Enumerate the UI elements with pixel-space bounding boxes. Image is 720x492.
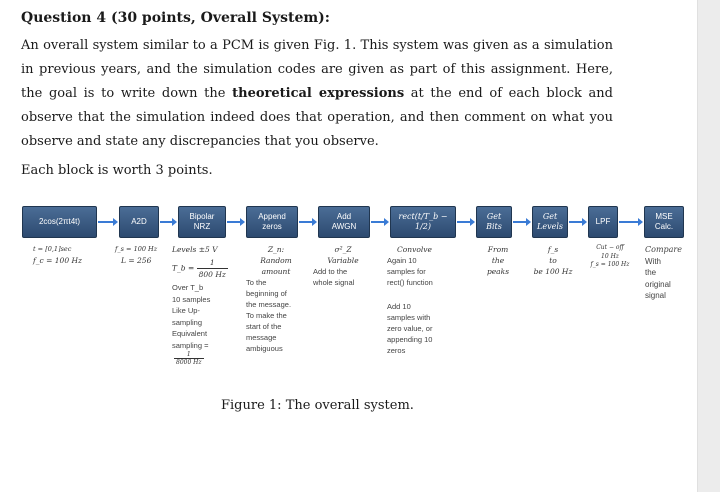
block-label: MSE [655,212,673,221]
sampling-fraction [174,351,228,366]
note-get-levels [530,244,576,277]
block-cosine-source [22,206,97,238]
note-line: Random [260,256,292,265]
block-label: Levels [537,222,563,231]
note-line: Again 10 [387,256,417,265]
block-label: rect(t/T_b − 1/2) [398,212,448,231]
note-line: to [549,256,557,265]
block-label: zeros [262,222,282,231]
note-line: Variable [327,256,359,265]
bit-period-formula [172,257,228,280]
block-label: Bipolar [189,212,215,221]
note-line: Add 10 [387,302,411,311]
note-oversampling [172,282,228,351]
scrollbar[interactable] [697,0,720,492]
fraction [197,257,228,280]
block-label: A2D [131,217,147,226]
note-line: amount [261,267,291,276]
note-line: 10 Hz [601,252,619,260]
block-label: Calc. [654,222,674,231]
block-lpf [588,206,618,238]
note-append-zeros [246,244,306,354]
numerator: 1 [197,257,228,269]
note-line: be 100 Hz [533,267,573,276]
paragraph-text-1: An overall system similar to a PCM is given Fig. 1. This system was given as a simulation in previous years, and the simulation codes are given as part of this assignment. Here, the goal is to write down the [21,38,613,101]
question-title: Question 4 (30 points, Overall System): [21,10,330,26]
arrow-icon [227,221,241,223]
block-label: 2cos(2πt4t) [38,217,81,226]
note-awgn [313,244,373,288]
block-label: LPF [595,217,611,226]
note-line: sampling [172,317,203,327]
note-line: the [491,256,505,265]
note-line: f_s = 100 Hz [115,245,158,253]
note-line: the [645,268,657,277]
block-label: AWGN [331,222,357,231]
note-spacer [387,288,457,301]
arrow-icon [457,221,471,223]
note-line: Levels ±5 V [172,245,218,254]
block-get-levels [532,206,568,238]
block-rect-filter [390,206,456,238]
note-line: t = [0,1]sec [33,245,72,253]
note-source [33,244,82,266]
block-label: Get [486,212,502,221]
note-line: Z_n: [267,245,285,254]
note-line: Add to the [313,267,348,276]
block-get-bits [476,206,512,238]
block-label: NRZ [193,222,211,231]
block-append-zeros [246,206,298,238]
block-mse-calc [644,206,684,238]
note-line: From [487,245,509,254]
note-line: appending 10 [387,335,433,344]
note-line: To make the [246,311,287,320]
note-line: Like Up- [172,306,200,315]
note-line: samples with [387,313,431,322]
note-line: original [645,279,671,289]
block-label: Bits [486,222,502,231]
note-nrz [172,244,228,366]
figure-caption: Figure 1: The overall system. [221,398,414,413]
note-line: beginning of [246,289,287,298]
note-line: Cut − off [596,244,624,251]
note-line: ambiguous [246,344,283,353]
paragraph-text-2: at the end of each block and observe that the simulation indeed does that operation, and then comment on what you observe and state any discrepancies that you observe. [21,86,613,149]
question-paragraph [21,34,613,154]
note-line: peaks [486,267,510,276]
note-line: zero value, or [387,324,433,333]
note-line: sampling = [172,340,209,350]
note-line: samples for [387,267,426,276]
note-rect [387,244,457,356]
paragraph-bold-text: theoretical expressions [232,86,405,101]
block-label: Append [258,212,286,221]
note-a2d [115,244,157,266]
note-line: Over T_b [172,283,204,292]
note-line: L = 256 [121,256,152,265]
formula-lhs: T_b = [172,263,195,273]
note-line: rect() function [387,278,433,287]
arrow-icon [569,221,583,223]
note-line: 10 samples [172,294,211,304]
note-line: message [246,333,277,342]
arrow-icon [299,221,313,223]
note-line: start of the [246,322,282,331]
note-zeros-desc [246,277,306,354]
note-rect-desc [387,255,457,356]
arrow-icon [371,221,385,223]
note-line: σ²_Z [334,245,352,254]
arrow-icon [619,221,639,223]
note-get-bits [478,244,518,277]
note-line: Equivalent [172,329,208,338]
note-line: Compare [645,245,682,254]
note-lpf [584,244,636,270]
block-add-awgn [318,206,370,238]
arrow-icon [513,221,527,223]
note-line: Convolve [397,245,432,254]
note-line: zeros [387,346,406,355]
note-line: f_c = 100 Hz [33,256,82,265]
block-bipolar-nrz [178,206,226,238]
block-label: Add [336,212,352,221]
numerator: 1 [174,351,204,359]
block-a2d [119,206,159,238]
note-line: f_s = 100 Hz [590,261,630,268]
note-mse [645,244,693,302]
note-line: With [645,256,661,266]
note-line: f_s [547,245,559,254]
denominator: 8000 Hz [176,359,202,366]
block-worth-text: Each block is worth 3 points. [21,163,213,178]
note-line: To the [246,278,267,287]
arrow-icon [98,221,114,223]
note-line: signal [645,291,666,300]
fraction [174,351,204,366]
denominator: 800 Hz [198,270,226,279]
note-line: the message. [246,300,292,309]
arrow-icon [160,221,173,223]
note-line: whole signal [313,278,355,287]
block-label: Get [542,212,558,221]
